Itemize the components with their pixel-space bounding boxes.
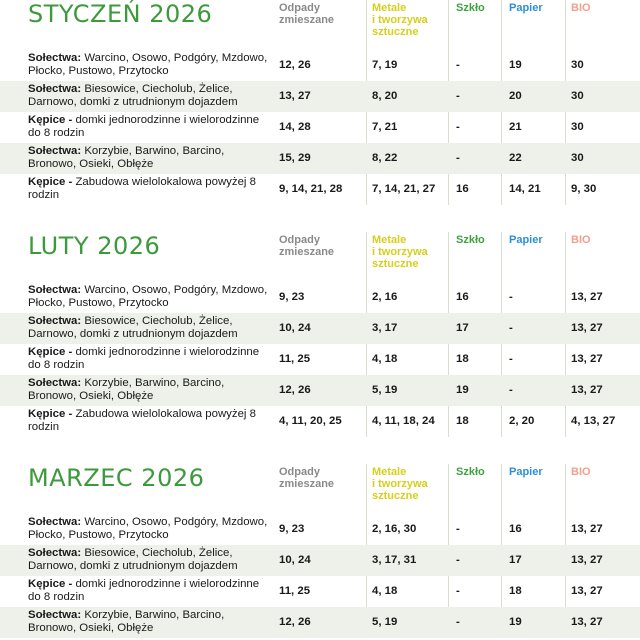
area-label	[28, 578, 273, 604]
pickup-dates-glass: -	[456, 59, 460, 71]
pickup-dates-metal: 5, 19	[372, 384, 398, 396]
pickup-dates-paper: 17	[509, 554, 522, 566]
pickup-dates-glass: 18	[456, 353, 469, 365]
area-prefix: Sołectwa:	[28, 315, 82, 327]
pickup-dates-glass: 19	[456, 384, 469, 396]
schedule-row	[0, 375, 640, 406]
area-label	[28, 315, 273, 341]
pickup-dates-bio: 13, 27	[571, 322, 603, 334]
pickup-dates-paper: 14, 21	[509, 183, 541, 195]
pickup-dates-paper: 20	[509, 90, 522, 102]
area-names: domki jednorodzinne i wielorodzinne do 8 rodzin	[28, 114, 260, 139]
area-names: Biesowice, Ciecholub, Żelice, Darnowo, domki z utrudnionym dojazdem	[28, 83, 238, 108]
pickup-dates-bio: 30	[571, 90, 584, 102]
month-title: LUTY 2026	[28, 232, 161, 260]
pickup-dates-mixed: 14, 28	[279, 121, 311, 133]
area-prefix: Sołectwa:	[28, 516, 82, 528]
column-header-glass: Szkło	[456, 466, 485, 478]
schedule-row	[0, 607, 640, 638]
pickup-dates-mixed: 12, 26	[279, 59, 311, 71]
area-prefix: Sołectwa:	[28, 52, 82, 64]
column-header-glass: Szkło	[456, 234, 485, 246]
area-prefix: Sołectwa:	[28, 609, 82, 621]
area-label	[28, 52, 273, 78]
area-prefix: Sołectwa:	[28, 547, 82, 559]
pickup-dates-mixed: 9, 23	[279, 291, 305, 303]
pickup-dates-metal: 8, 22	[372, 152, 398, 164]
pickup-dates-metal: 7, 19	[372, 59, 398, 71]
pickup-dates-mixed: 13, 27	[279, 90, 311, 102]
pickup-dates-paper: -	[509, 384, 513, 396]
area-label	[28, 346, 273, 372]
area-label	[28, 284, 273, 310]
pickup-dates-metal: 2, 16	[372, 291, 398, 303]
area-names: Warcino, Osowo, Podgóry, Mzdowo, Płocko, Pustowo, Przytocko	[28, 516, 268, 541]
pickup-dates-glass: -	[456, 523, 460, 535]
pickup-dates-paper: -	[509, 322, 513, 334]
column-header-metal: Metale i tworzywa sztuczne	[372, 234, 428, 270]
pickup-dates-glass: -	[456, 616, 460, 628]
pickup-dates-metal: 4, 18	[372, 585, 398, 597]
pickup-dates-mixed: 10, 24	[279, 554, 311, 566]
area-names: Warcino, Osowo, Podgóry, Mzdowo, Płocko, Pustowo, Przytocko	[28, 284, 268, 309]
area-names: domki jednorodzinne i wielorodzinne do 8 rodzin	[28, 578, 260, 603]
column-header-mixed: Odpady zmieszane	[279, 466, 335, 490]
pickup-dates-paper: 19	[509, 59, 522, 71]
area-label	[28, 377, 273, 403]
schedule-row	[0, 50, 640, 81]
pickup-dates-glass: -	[456, 554, 460, 566]
area-names: Warcino, Osowo, Podgóry, Mzdowo, Płocko, Pustowo, Przytocko	[28, 52, 268, 77]
pickup-dates-glass: 16	[456, 183, 469, 195]
pickup-dates-bio: 30	[571, 121, 584, 133]
column-header-bio: BIO	[571, 234, 591, 246]
area-label	[28, 408, 273, 434]
area-label	[28, 114, 273, 140]
area-prefix: Kępice -	[28, 176, 73, 188]
pickup-dates-bio: 13, 27	[571, 616, 603, 628]
pickup-dates-glass: 16	[456, 291, 469, 303]
area-names: Biesowice, Ciecholub, Żelice, Darnowo, domki z utrudnionym dojazdem	[28, 315, 238, 340]
pickup-dates-bio: 13, 27	[571, 585, 603, 597]
column-header-paper: Papier	[509, 2, 543, 14]
pickup-dates-bio: 13, 27	[571, 523, 603, 535]
pickup-dates-glass: -	[456, 585, 460, 597]
area-prefix: Sołectwa:	[28, 83, 82, 95]
pickup-dates-bio: 13, 27	[571, 554, 603, 566]
month-section	[0, 464, 640, 640]
area-label	[28, 516, 273, 542]
area-label	[28, 83, 273, 109]
area-names: Korzybie, Barwino, Barcino, Bronowo, Osieki, Obłęże	[28, 145, 225, 170]
area-names: domki jednorodzinne i wielorodzinne do 8 rodzin	[28, 346, 260, 371]
area-names: Korzybie, Barwino, Barcino, Bronowo, Osieki, Obłęże	[28, 377, 225, 402]
column-header-metal: Metale i tworzywa sztuczne	[372, 466, 428, 502]
schedule-row	[0, 514, 640, 545]
area-prefix: Kępice -	[28, 114, 73, 126]
schedule-row	[0, 112, 640, 143]
pickup-dates-mixed: 10, 24	[279, 322, 311, 334]
column-header-mixed: Odpady zmieszane	[279, 234, 335, 258]
pickup-dates-metal: 3, 17	[372, 322, 398, 334]
pickup-dates-mixed: 4, 11, 20, 25	[279, 415, 342, 427]
area-prefix: Kępice -	[28, 578, 73, 590]
schedule-row	[0, 545, 640, 576]
area-label	[28, 609, 273, 635]
area-names: Biesowice, Ciecholub, Żelice, Darnowo, domki z utrudnionym dojazdem	[28, 547, 238, 572]
pickup-dates-bio: 30	[571, 152, 584, 164]
pickup-dates-mixed: 9, 23	[279, 523, 305, 535]
pickup-dates-mixed: 11, 25	[279, 585, 311, 597]
pickup-dates-paper: 2, 20	[509, 415, 535, 427]
pickup-dates-mixed: 11, 25	[279, 353, 311, 365]
column-header-bio: BIO	[571, 2, 591, 14]
pickup-dates-bio: 4, 13, 27	[571, 415, 616, 427]
pickup-dates-bio: 13, 27	[571, 291, 603, 303]
area-prefix: Sołectwa:	[28, 284, 82, 296]
pickup-dates-metal: 4, 11, 18, 24	[372, 415, 435, 427]
pickup-dates-metal: 7, 14, 21, 27	[372, 183, 436, 195]
pickup-dates-metal: 5, 19	[372, 616, 398, 628]
pickup-dates-glass: 17	[456, 322, 469, 334]
area-names: Korzybie, Barwino, Barcino, Bronowo, Osieki, Obłęże	[28, 609, 225, 634]
area-label	[28, 176, 273, 202]
area-label	[28, 547, 273, 573]
schedule-row	[0, 174, 640, 205]
schedule-row	[0, 282, 640, 313]
schedule-row	[0, 143, 640, 174]
column-header-metal: Metale i tworzywa sztuczne	[372, 2, 428, 38]
pickup-dates-paper: 22	[509, 152, 522, 164]
area-prefix: Kępice -	[28, 346, 73, 358]
area-prefix: Sołectwa:	[28, 377, 82, 389]
column-header-mixed: Odpady zmieszane	[279, 2, 335, 26]
pickup-dates-glass: -	[456, 152, 460, 164]
area-label	[28, 145, 273, 171]
column-header-paper: Papier	[509, 234, 543, 246]
schedule-row	[0, 576, 640, 607]
area-names: Zabudowa wielolokalowa powyżej 8 rodzin	[28, 408, 256, 433]
pickup-dates-metal: 7, 21	[372, 121, 398, 133]
pickup-dates-metal: 3, 17, 31	[372, 554, 417, 566]
pickup-dates-paper: 21	[509, 121, 522, 133]
pickup-dates-paper: 16	[509, 523, 522, 535]
pickup-dates-paper: 18	[509, 585, 522, 597]
pickup-dates-mixed: 12, 26	[279, 384, 311, 396]
pickup-dates-bio: 9, 30	[571, 183, 597, 195]
pickup-dates-metal: 2, 16, 30	[372, 523, 417, 535]
pickup-dates-bio: 13, 27	[571, 384, 603, 396]
pickup-dates-paper: -	[509, 291, 513, 303]
month-title: MARZEC 2026	[28, 464, 205, 492]
schedule-row	[0, 344, 640, 375]
pickup-dates-mixed: 15, 29	[279, 152, 311, 164]
column-header-paper: Papier	[509, 466, 543, 478]
pickup-dates-metal: 8, 20	[372, 90, 398, 102]
pickup-dates-paper: 19	[509, 616, 522, 628]
column-header-bio: BIO	[571, 466, 591, 478]
pickup-dates-glass: -	[456, 121, 460, 133]
schedule-row	[0, 81, 640, 112]
pickup-dates-mixed: 12, 26	[279, 616, 311, 628]
schedule-row	[0, 313, 640, 344]
pickup-dates-bio: 30	[571, 59, 584, 71]
column-header-glass: Szkło	[456, 2, 485, 14]
pickup-dates-bio: 13, 27	[571, 353, 603, 365]
area-prefix: Sołectwa:	[28, 145, 82, 157]
area-prefix: Kępice -	[28, 408, 73, 420]
month-section	[0, 0, 640, 215]
pickup-dates-metal: 4, 18	[372, 353, 398, 365]
pickup-dates-glass: 18	[456, 415, 469, 427]
month-section	[0, 232, 640, 447]
pickup-dates-glass: -	[456, 90, 460, 102]
month-title: STYCZEŃ 2026	[28, 0, 213, 28]
area-names: Zabudowa wielolokalowa powyżej 8 rodzin	[28, 176, 256, 201]
pickup-dates-paper: -	[509, 353, 513, 365]
schedule-row	[0, 406, 640, 437]
pickup-dates-mixed: 9, 14, 21, 28	[279, 183, 343, 195]
